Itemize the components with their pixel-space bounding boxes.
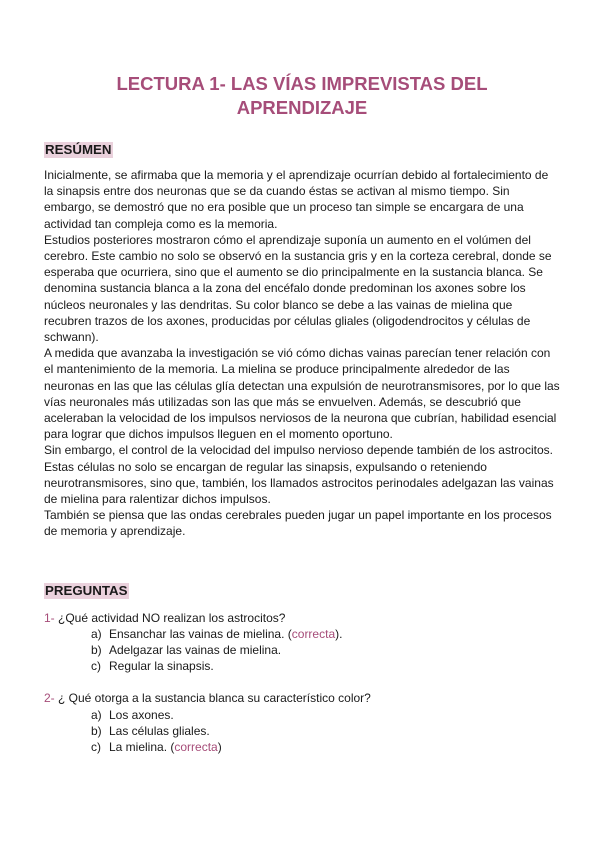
summary-paragraph: También se piensa que las ondas cerebrales pueden jugar un papel importante en los procesos de memoria y aprendizaje.: [44, 508, 552, 539]
option-item: [91, 626, 560, 642]
option-text: La mielina. (: [109, 740, 175, 755]
question-1: [44, 610, 560, 675]
question-number: 1-: [44, 610, 55, 625]
question-number: 2-: [44, 691, 55, 706]
title-line-2: APRENDIZAJE: [236, 97, 368, 118]
option-letter: a): [91, 626, 102, 641]
question-text: [44, 690, 560, 706]
option-letter: b): [91, 643, 102, 658]
document-title: [44, 72, 560, 120]
summary-paragraph: Sin embargo, el control de la velocidad del impulso nervioso depende también de los astrocitos. Estas células no solo se encargan de regular las sinapsis, expulsando o reteniendo neurotransmisores, sino que, también, los llamados astrocitos perinodales adelgazan las vainas de mielina para ralentizar dichos impulsos.: [44, 443, 554, 507]
option-item: [91, 658, 560, 674]
question-prompt: ¿Qué actividad NO realizan los astrocitos?: [54, 610, 286, 625]
questions-heading: PREGUNTAS: [45, 582, 128, 598]
summary-section: [44, 141, 560, 540]
option-text: Las células gliales.: [109, 723, 210, 738]
options-list: [44, 707, 560, 756]
option-text: Regular la sinapsis.: [109, 659, 214, 674]
options-list: [44, 626, 560, 675]
summary-paragraph: Estudios posteriores mostraron cómo el aprendizaje suponía un aumento en el volúmen del cerebro. Este cambio no solo se observó en la sustancia gris y en la corteza cerebral, donde se esperaba que ocurriera, sino que el aumento se dio principalmente en la sustancia blanca. Se denomina sustancia blanca a la zona del encéfalo donde predominan los axones sobre los núcleos neuronales y las dendritas. Su color blanco se debe a las vainas de mielina que recubren trazos de los axones, producidas por células gliales (oligodendrocitos y células de schwann).: [44, 232, 552, 345]
option-letter: c): [91, 740, 101, 755]
option-item: [91, 707, 560, 723]
option-item: [91, 723, 560, 739]
option-item: [91, 739, 560, 755]
option-letter: c): [91, 659, 101, 674]
correct-label: correcta: [291, 626, 336, 641]
question-prompt: ¿ Qué otorga a la sustancia blanca su característico color?: [54, 691, 371, 706]
document-page: [44, 72, 560, 755]
option-text: Los axones.: [109, 707, 174, 722]
question-2: [44, 690, 560, 755]
summary-paragraph: Inicialmente, se afirmaba que la memoria y el aprendizaje ocurrían debido al fortalecimiento de la sinapsis entre dos neuronas que se da cuando éstas se activan al mismo tiempo. Sin embargo, se demostró que no era posible que un proceso tan simple se encargara de una actividad tan compleja como es la memoria.: [44, 168, 549, 231]
option-letter: a): [91, 707, 102, 722]
option-text: Ensanchar las vainas de mielina. (: [109, 626, 292, 641]
option-text: Adelgazar las vainas de mielina.: [109, 643, 282, 658]
summary-heading: RESÚMEN: [45, 142, 112, 157]
title-line-1: LECTURA 1- LAS VÍAS IMPREVISTAS DEL: [116, 73, 488, 94]
option-suffix: ): [217, 740, 222, 755]
option-suffix: ).: [335, 626, 343, 641]
option-letter: b): [91, 723, 102, 738]
question-text: [44, 610, 560, 626]
option-item: [91, 642, 560, 658]
questions-section: [44, 582, 560, 756]
correct-label: correcta: [174, 740, 218, 755]
summary-paragraph: A medida que avanzaba la investigación se vió cómo dichas vainas parecían tener relación con el mantenimiento de la memoria. La mielina se produce principalmente alrededor de las neuronas en las que las células glía detectan una expulsión de neurotransmisores, por lo que las vías neuronales más utilizadas son las que más se envuelven. Además, se descubrió que aceleraban la velocidad de los impulsos nerviosos de la neurona que cubrían, habilidad esencial para lograr que dichos impulsos lleguen en el momento oportuno.: [44, 346, 560, 442]
